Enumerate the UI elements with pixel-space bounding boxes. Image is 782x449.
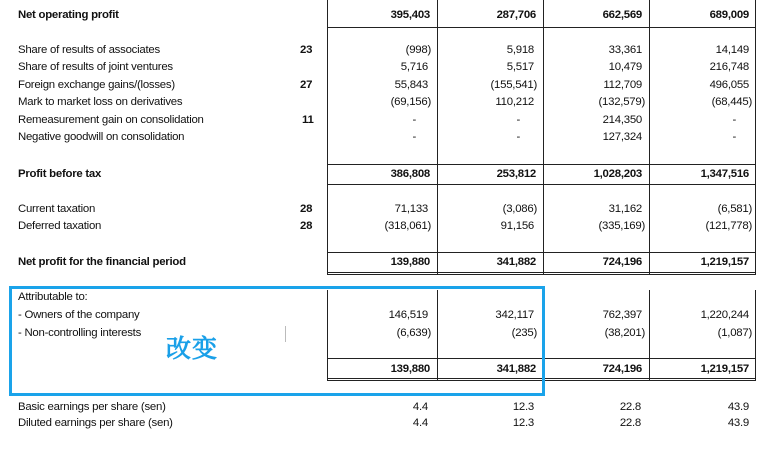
- value-cell: (335,169): [598, 220, 645, 232]
- value-cell: (318,061): [384, 220, 431, 232]
- column-border: [649, 290, 650, 380]
- value-cell: (69,156): [390, 96, 431, 108]
- value-cell: 1,028,203: [593, 168, 642, 180]
- value-cell: 5,918: [506, 44, 534, 56]
- value-cell: 724,196: [602, 256, 642, 268]
- value-cell: 5,517: [506, 61, 534, 73]
- column-border: [755, 290, 756, 380]
- value-cell: 10,479: [608, 61, 642, 73]
- column-border: [649, 0, 650, 275]
- value-cell: 216,748: [709, 61, 749, 73]
- value-cell: -: [412, 114, 416, 126]
- value-cell: 496,055: [709, 79, 749, 91]
- value-cell: 71,133: [394, 203, 428, 215]
- column-border: [327, 0, 328, 275]
- profit-before-tax-label: Profit before tax: [18, 168, 102, 180]
- value-cell: 1,219,157: [700, 256, 749, 268]
- row-label: Share of results of joint ventures: [18, 61, 173, 73]
- value-cell: 689,009: [709, 9, 749, 21]
- row-label: Mark to market loss on derivatives: [18, 96, 183, 108]
- value-cell: 43.9: [727, 417, 749, 429]
- value-cell: 4.4: [412, 417, 428, 429]
- value-cell: 342,117: [495, 309, 534, 321]
- value-cell: 4.4: [412, 401, 428, 413]
- column-border: [755, 0, 756, 275]
- value-cell: (998): [405, 44, 431, 56]
- value-cell: 662,569: [602, 9, 642, 21]
- note-ref: 27: [300, 79, 313, 91]
- net-profit-label: Net profit for the financial period: [18, 256, 186, 268]
- value-cell: -: [412, 131, 416, 143]
- value-cell: 386,808: [390, 168, 430, 180]
- value-cell: -: [516, 131, 520, 143]
- value-cell: (38,201): [604, 327, 645, 339]
- value-cell: 214,350: [602, 114, 642, 126]
- value-cell: -: [516, 114, 520, 126]
- value-cell: 14,149: [715, 44, 749, 56]
- highlight-box: [9, 286, 545, 396]
- value-cell: 5,716: [400, 61, 428, 73]
- row-label: Share of results of associates: [18, 44, 160, 56]
- value-cell: 127,324: [602, 131, 642, 143]
- value-cell: -: [732, 131, 736, 143]
- value-cell: 22.8: [619, 417, 641, 429]
- row-label: Basic earnings per share (sen): [18, 401, 166, 413]
- value-cell: 139,880: [390, 363, 430, 375]
- column-border: [437, 0, 438, 275]
- row-rule: [327, 27, 756, 28]
- value-cell: 341,882: [496, 256, 536, 268]
- value-cell: (1,087): [717, 327, 752, 339]
- value-cell: 341,882: [496, 363, 536, 375]
- value-cell: (6,581): [717, 203, 752, 215]
- row-rule: [327, 274, 756, 275]
- value-cell: (121,778): [705, 220, 752, 232]
- row-rule: [327, 272, 756, 273]
- value-cell: 1,219,157: [700, 363, 749, 375]
- value-cell: 31,162: [608, 203, 642, 215]
- note-ref: 28: [300, 220, 313, 232]
- value-cell: 91,156: [500, 220, 534, 232]
- value-cell: -: [732, 114, 736, 126]
- row-label: Diluted earnings per share (sen): [18, 417, 173, 429]
- value-cell: 724,196: [602, 363, 642, 375]
- value-cell: 139,880: [390, 256, 430, 268]
- value-cell: (68,445): [711, 96, 752, 108]
- note-ref: 28: [300, 203, 313, 215]
- value-cell: 1,220,244: [700, 309, 749, 321]
- value-cell: 287,706: [496, 9, 536, 21]
- value-cell: 12.3: [512, 401, 534, 413]
- row-label: Remeasurement gain on consolidation: [18, 114, 204, 126]
- value-cell: (132,579): [598, 96, 645, 108]
- row-label: Deferred taxation: [18, 220, 102, 232]
- value-cell: (6,639): [396, 327, 431, 339]
- value-cell: 33,361: [608, 44, 642, 56]
- value-cell: 112,709: [603, 79, 642, 91]
- row-label: - Non-controlling interests: [18, 327, 142, 339]
- note-ref: 23: [300, 44, 313, 56]
- annotation-label: 改变: [166, 334, 219, 363]
- row-rule: [327, 252, 756, 253]
- value-cell: 146,519: [388, 309, 428, 321]
- column-border: [543, 0, 544, 275]
- row-label: - Owners of the company: [18, 309, 140, 321]
- row-label: Current taxation: [18, 203, 96, 215]
- value-cell: 12.3: [512, 417, 534, 429]
- row-label: Negative goodwill on consolidation: [18, 131, 185, 143]
- row-rule: [327, 184, 756, 185]
- value-cell: (3,086): [502, 203, 537, 215]
- row-rule: [327, 164, 756, 165]
- value-cell: 22.8: [619, 401, 641, 413]
- value-cell: 43.9: [727, 401, 749, 413]
- row-label: Foreign exchange gains/(losses): [18, 79, 175, 91]
- value-cell: 55,843: [394, 79, 428, 91]
- value-cell: 762,397: [602, 309, 642, 321]
- value-cell: (235): [511, 327, 537, 339]
- value-cell: (155,541): [490, 79, 537, 91]
- attributable-label: Attributable to:: [18, 291, 88, 303]
- value-cell: 253,812: [496, 168, 536, 180]
- net-operating-profit-label: Net operating profit: [18, 9, 119, 21]
- note-ref: 11: [302, 114, 314, 126]
- value-cell: 110,212: [495, 96, 534, 108]
- value-cell: 395,403: [390, 9, 430, 21]
- value-cell: 1,347,516: [700, 168, 749, 180]
